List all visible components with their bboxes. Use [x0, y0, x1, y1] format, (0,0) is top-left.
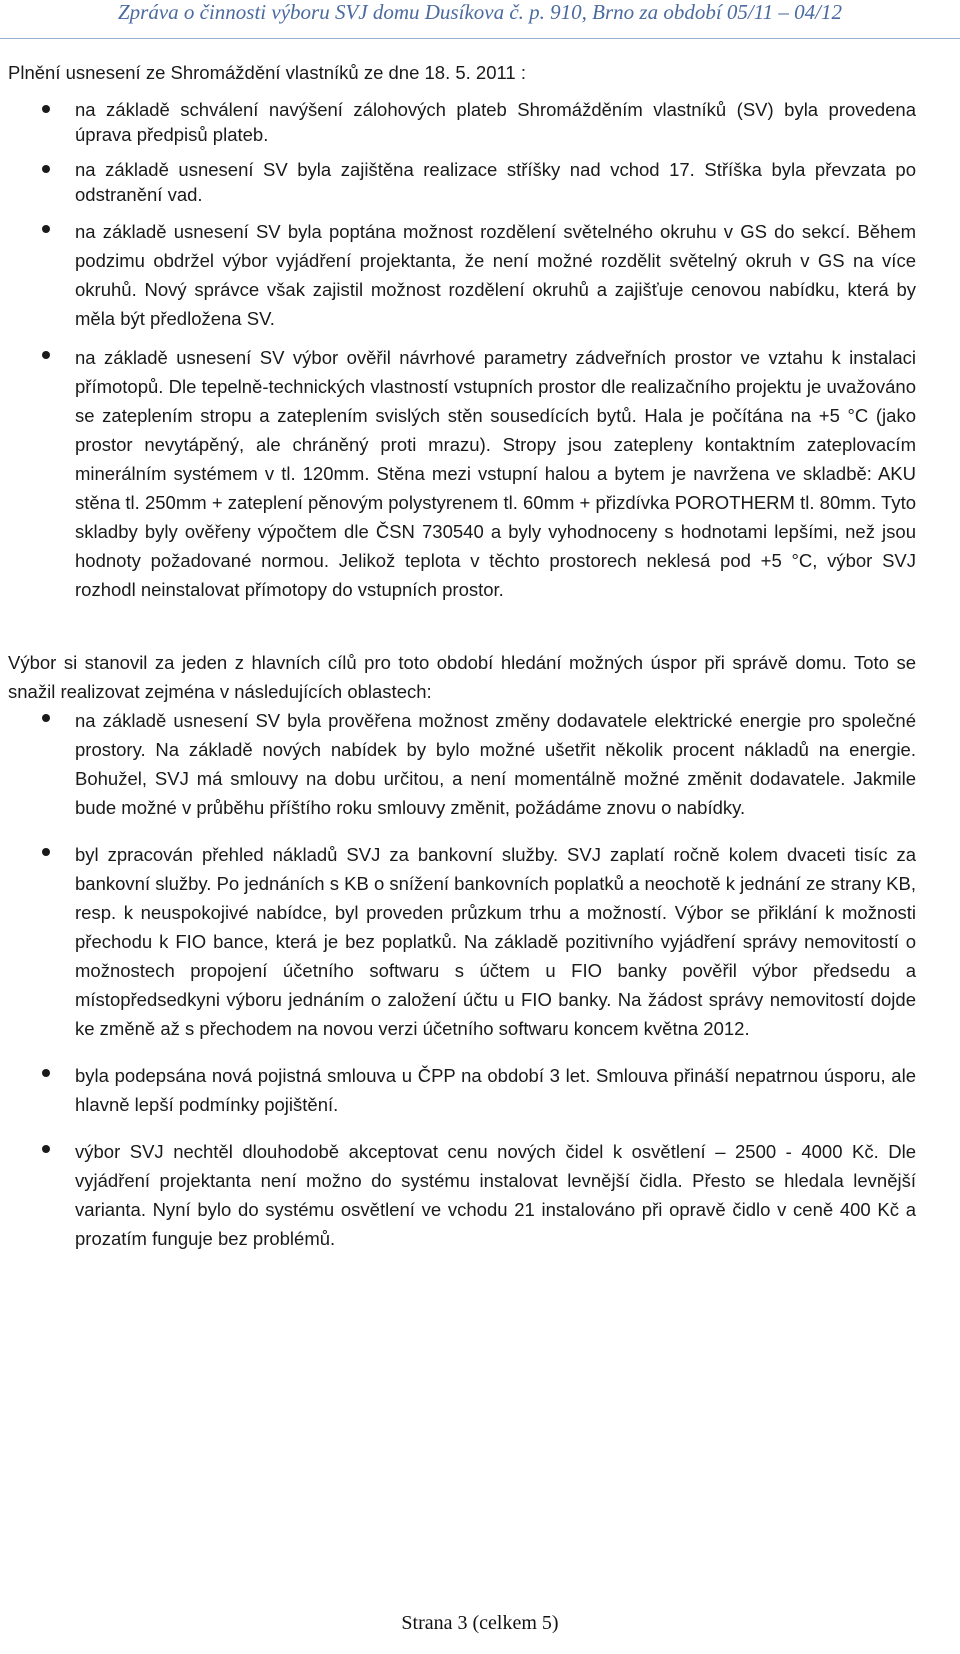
list-item [8, 343, 916, 604]
list-item-text: byl zpracován přehled nákladů SVJ za bankovní služby. SVJ zaplatí ročně kolem dvaceti tisíc za bankovní služby. Po jednáních s KB o snížení bankovních poplatků a neochotě k jednání ze strany KB, resp. k neuspokojivé nabídce, byl proveden průzkum trhu a možností. Výbor se přiklání k možnosti přechodu k FIO bance, která je bez poplatků. Na základě pozitivního vyjádření správy nemovitostí o možnostech propojení účetního softwaru s účtem u FIO banky pověřil výbor předsedu a místopředsedkyni výboru jednáním o založení účtu u FIO banky. Na žádost správy nemovitostí dojde ke změně až s přechodem na novou verzi účetního softwaru koncem května 2012. [75, 844, 916, 1039]
list-item-text: byla podepsána nová pojistná smlouva u ČPP na období 3 let. Smlouva přináší nepatrnou úsporu, ale hlavně lepší podmínky pojištění. [75, 1065, 916, 1115]
resolution-list [8, 97, 916, 604]
list-item [8, 217, 916, 333]
list-item [8, 1061, 916, 1119]
header-rule [0, 38, 960, 39]
section-heading: Plnění usnesení ze Shromáždění vlastníků ze dne 18. 5. 2011 : [8, 62, 526, 83]
list-item-text: na základě usnesení SV výbor ověřil návrhové parametry zádveřních prostor ve vztahu k instalaci přímotopů. Dle tepelně-technických vlastností vstupních prostor dle realizačního projektu je uvažováno se zateplením stropu a zateplením svislých stěn sousedících bytů. Hala je počítána na +5 °C (jako prostor nevytápěný, ale chráněný proti mrazu). Stropy jsou zatepleny kontaktním zateplovacím minerálním systémem v tl. 120mm. Stěna mezi vstupní halou a bytem je navržena ve skladbě: AKU stěna tl. 250mm + zateplení pěnovým polystyrenem tl. 60mm + přizdívka POROTHERM tl. 80mm. Tyto skladby byly ověřeny výpočtem dle ČSN 730540 a byly vyhodnoceny s hodnotami lepšími, než jsou hodnoty požadované normou. Jelikož teplota v těchto prostorech neklesá pod +5 °C, výbor SVJ rozhodl neinstalovat přímotopy do vstupních prostor. [75, 347, 916, 600]
bullet-icon [42, 225, 50, 233]
bullet-icon [42, 165, 50, 173]
running-header: Zpráva o činnosti výboru SVJ domu Dusíkova č. p. 910, Brno za období 05/11 – 04/12 [117, 0, 843, 24]
list-item [8, 706, 916, 822]
savings-intro: Výbor si stanovil za jeden z hlavních cílů pro toto období hledání možných úspor při správě domu. Toto se snažil realizovat zejména v následujících oblastech: [8, 652, 916, 702]
savings-list [8, 706, 916, 1253]
document-body [8, 60, 916, 1253]
list-item-text: na základě usnesení SV byla prověřena možnost změny dodavatele elektrické energie pro společné prostory. Na základě nových nabídek by bylo možné ušetřit několik procent nákladů na energie. Bohužel, SVJ má smlouvy na dobu určitou, a není momentálně možné změnit dodavatele. Jakmile bude možné v průběhu příštího roku smlouvy změnit, požádáme znovu o nabídky. [75, 710, 916, 818]
bullet-icon [42, 714, 50, 722]
list-item [8, 97, 916, 147]
list-item-text: výbor SVJ nechtěl dlouhodobě akceptovat cenu nových čidel k osvětlení – 2500 - 4000 Kč. Dle vyjádření projektanta není možno do systému instalovat levnější čidla. Přesto se hledala levnější varianta. Nyní bylo do systému osvětlení ve vchodu 21 instalováno při opravě čidlo v ceně 400 Kč a prozatím funguje bez problémů. [75, 1141, 916, 1249]
page-footer: Strana 3 (celkem 5) [401, 1612, 559, 1634]
bullet-icon [42, 1145, 50, 1153]
list-item [8, 840, 916, 1043]
bullet-icon [42, 351, 50, 359]
list-item-text: na základě schválení navýšení zálohových plateb Shromážděním vlastníků (SV) byla provedena úprava předpisů plateb. [75, 99, 916, 145]
list-item-text: na základě usnesení SV byla poptána možnost rozdělení světelného okruhu v GS do sekcí. Během podzimu obdržel výbor vyjádření projektanta, že není možné rozdělit světelný okruh v GS na více okruhů. Nový správce však zajistil možnost rozdělení okruhů a zajišťuje cenovou nabídku, která by měla být předložena SV. [75, 221, 916, 329]
bullet-icon [42, 105, 50, 113]
list-item [8, 157, 916, 207]
list-item-text: na základě usnesení SV byla zajištěna realizace stříšky nad vchod 17. Stříška byla převzata po odstranění vad. [75, 159, 916, 205]
list-item [8, 1137, 916, 1253]
bullet-icon [42, 1069, 50, 1077]
bullet-icon [42, 848, 50, 856]
